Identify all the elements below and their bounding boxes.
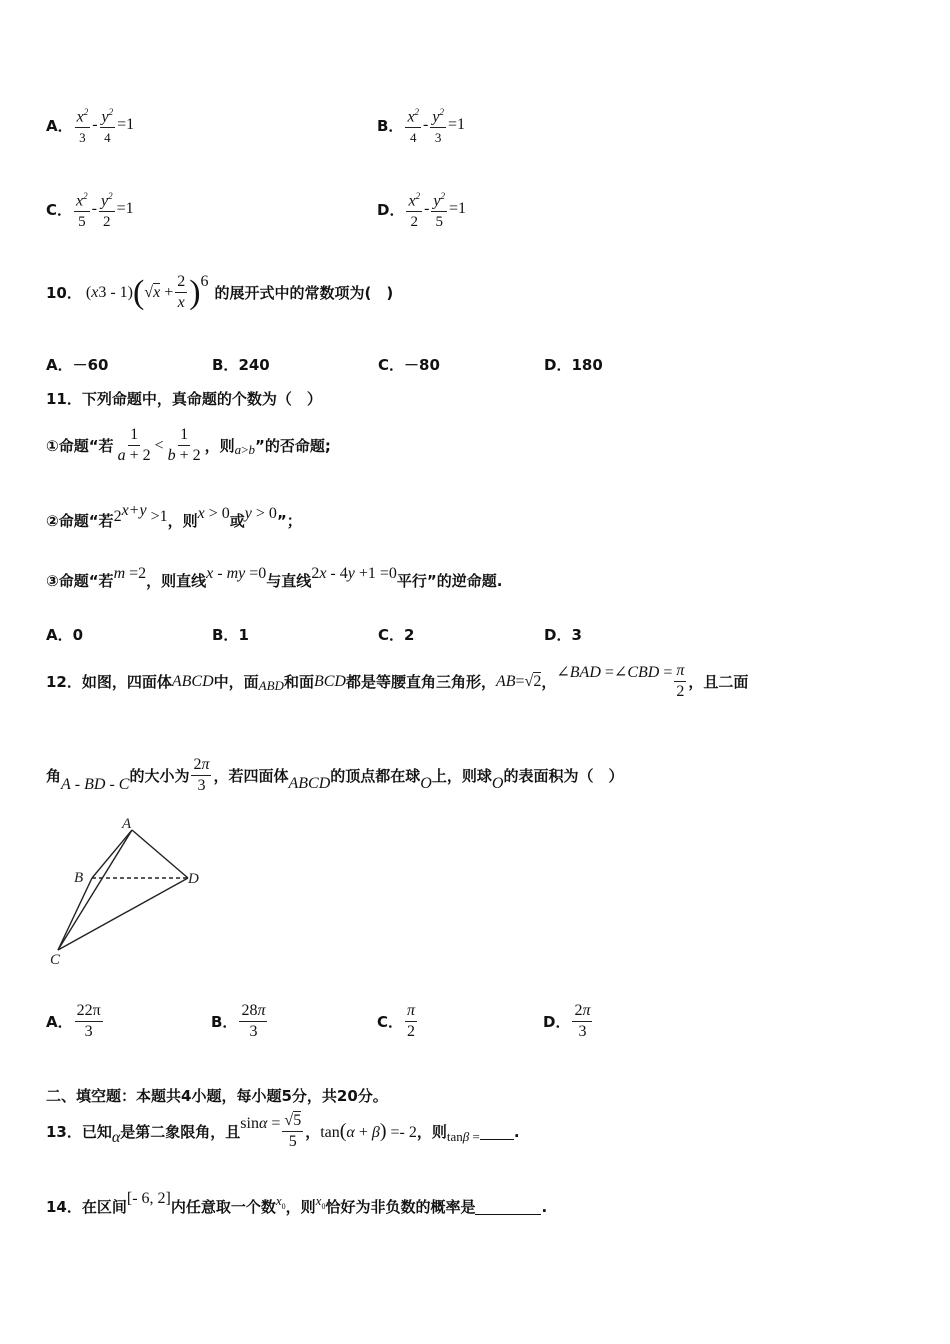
- q11-proposition-1: ①命题“若 $\frac{1}{a + 2}$ < $\frac{1}{b + 2}$ ，则 a > b ”的否命题;: [46, 426, 331, 464]
- q10-option-b: B．240: [212, 356, 270, 374]
- q11-option-d: D．3: [544, 626, 582, 644]
- vertex-label-b: B: [74, 870, 84, 886]
- q13-answer-blank[interactable]: [480, 1123, 514, 1140]
- q11-option-b: B．1: [212, 626, 249, 644]
- tetrahedron-figure: [44, 812, 214, 972]
- q12-option-c: C． $\frac{\pi}{2}$: [377, 1002, 416, 1040]
- edge-ab: [92, 830, 132, 878]
- vertex-label-d: D: [188, 871, 199, 887]
- q10-options: [46, 354, 606, 375]
- q10-option-d: D．180: [544, 356, 603, 374]
- q11-option-a: A．0: [46, 626, 84, 644]
- q9-option-d: D． $\frac{x^2}{2}$ - $\frac{y^2}{5}$ =1: [377, 187, 466, 231]
- q9-option-b: B． $\frac{x^2}{4}$ - $\frac{y^2}{3}$ =1: [377, 103, 465, 147]
- edge-ac: [58, 830, 132, 950]
- q9-option-a: A． $\frac{x^2}{3}$ - $\frac{y^2}{4}$ =1: [46, 103, 134, 147]
- q11-option-c: C．2: [378, 626, 415, 644]
- question-13: 13．已知 α 是第二象限角，且 sinα = $\frac{√5}{5}$ ， tan(α + β) =- 2 ，则 tanβ = .: [46, 1112, 520, 1150]
- q12-option-a: A． $\frac{22\pi}{3}$: [46, 1002, 101, 1040]
- q11-proposition-3: ③命题“若 m =2 ，则直线 x - my =0 与直线 2x - 4y +1 =0 平行”的逆命题.: [46, 565, 503, 590]
- edge-ad: [132, 830, 188, 878]
- q9-option-c: C． $\frac{x^2}{5}$ - $\frac{y^2}{2}$ =1: [46, 187, 134, 231]
- edge-cd: [58, 878, 188, 950]
- vertex-label-a: A: [122, 816, 132, 832]
- q11-options: [46, 624, 606, 645]
- q10-option-c: C．－80: [378, 356, 440, 374]
- edge-bc: [58, 878, 92, 950]
- section-2-heading: 二、填空题：本题共4小题，每小题5分，共20分。: [46, 1087, 388, 1105]
- q10-option-a: A．－60: [46, 356, 109, 374]
- question-10: 10． ( x 3 - 1) ( √ x + $\frac{2}{x}$ ) 6 的展开式中的常数项为( ): [46, 273, 394, 311]
- question-11-stem: 11．下列命题中，真命题的个数为（ ）: [46, 390, 322, 408]
- question-14: 14．在区间 [- 6, 2] 内任意取一个数 $x_0$ ，则 $x_0$ 恰好为非负数的概率是 .: [46, 1189, 548, 1216]
- q14-answer-blank[interactable]: [475, 1198, 541, 1215]
- question-12-line-1: 12．如图，四面体 ABCD 中，面 ABD 和面 BCD 都是等腰直角三角形， AB =√2 ， ∠BAD =∠CBD = $\frac{\pi}{2}$ ，且二面: [46, 662, 749, 700]
- question-12-line-2: 角 A - BD - C 的大小为 $\frac{2\pi}{3}$ ，若四面体 ABCD 的顶点都在球 O 上，则球 O 的表面积为（ ）: [46, 756, 624, 794]
- vertex-label-c: C: [50, 952, 61, 968]
- q12-option-d: D． $\frac{2\pi}{3}$: [543, 1002, 591, 1040]
- q11-proposition-2: ②命题“若 $2^{x+y} >1$ ，则 x > 0 或 y > 0 ”；: [46, 501, 302, 530]
- q12-option-b: B． $\frac{28\pi}{3}$: [211, 1002, 266, 1040]
